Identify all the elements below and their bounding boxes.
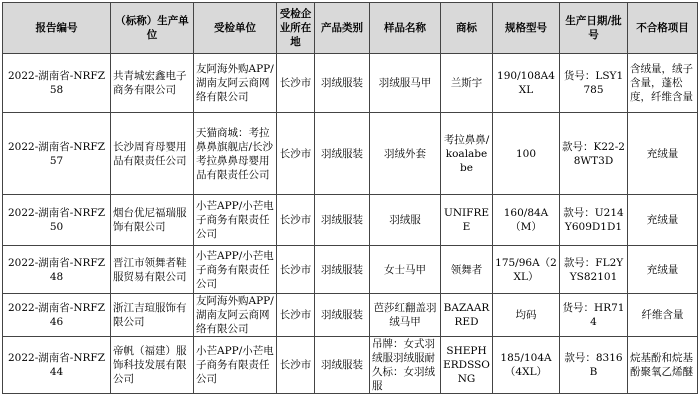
cell-date-batch: 款号：8316B	[560, 337, 628, 394]
table-row	[3, 337, 698, 394]
cell-category: 羽绒服装	[315, 337, 370, 394]
cell-sample-name: 羽绒服马甲	[370, 54, 441, 113]
header-sample-name: 样品名称	[370, 3, 441, 54]
cell-brand: 考拉鼻鼻/koalabebe	[441, 113, 493, 195]
cell-producer: 帝帆（福建）服饰科技发展有限公司	[111, 337, 194, 394]
cell-report-no: 2022-湖南省-NRFZ46	[3, 294, 111, 337]
cell-location: 长沙市	[277, 54, 315, 113]
cell-inspected-unit: 小芒APP/小芒电子商务有限责任公司	[194, 337, 277, 394]
cell-brand: 兰斯宇	[441, 54, 493, 113]
header-report-no: 报告编号	[3, 3, 111, 54]
cell-date-batch: 货号：LSY1785	[560, 54, 628, 113]
header-producer: （标称）生产单位	[111, 3, 194, 54]
cell-report-no: 2022-湖南省-NRFZ48	[3, 246, 111, 294]
cell-failed-items: 充绒量	[628, 113, 698, 195]
table-header-row	[3, 3, 698, 54]
cell-producer: 烟台优尼福瑞服饰有限公司	[111, 195, 194, 246]
table-row	[3, 246, 698, 294]
cell-spec: 100	[493, 113, 560, 195]
cell-failed-items: 充绒量	[628, 195, 698, 246]
cell-location: 长沙市	[277, 337, 315, 394]
cell-inspected-unit: 小芒APP/小芒电子商务有限责任公司	[194, 195, 277, 246]
cell-brand: SHEPHERDSSONG	[441, 337, 493, 394]
header-inspected-unit: 受检单位	[194, 3, 277, 54]
cell-spec: 均码	[493, 294, 560, 337]
cell-sample-name: 羽绒外套	[370, 113, 441, 195]
table-row	[3, 195, 698, 246]
cell-report-no: 2022-湖南省-NRFZ50	[3, 195, 111, 246]
cell-spec: 185/104A（4XL）	[493, 337, 560, 394]
cell-category: 羽绒服装	[315, 246, 370, 294]
cell-inspected-unit: 天猫商城：考拉鼻鼻旗舰店/长沙考拉鼻鼻母婴用品有限责任公司	[194, 113, 277, 195]
cell-spec: 190/108A4XL	[493, 54, 560, 113]
cell-date-batch: 货号：HR714	[560, 294, 628, 337]
cell-producer: 共青城宏鑫电子商务有限公司	[111, 54, 194, 113]
cell-sample-name: 羽绒服	[370, 195, 441, 246]
cell-producer: 长沙周育母婴用品有限责任公司	[111, 113, 194, 195]
cell-failed-items: 烷基酚和烷基酚聚氧乙烯醚	[628, 337, 698, 394]
cell-spec: 160/84A（M）	[493, 195, 560, 246]
cell-spec: 175/96A（2XL）	[493, 246, 560, 294]
header-spec: 规格型号	[493, 3, 560, 54]
cell-sample-name: 芭莎红翻盖羽绒马甲	[370, 294, 441, 337]
header-date-batch: 生产日期/批号	[560, 3, 628, 54]
cell-producer: 晋江市领舞者鞋服贸易有限公司	[111, 246, 194, 294]
header-location: 受检企业所在地	[277, 3, 315, 54]
cell-report-no: 2022-湖南省-NRFZ58	[3, 54, 111, 113]
header-brand: 商标	[441, 3, 493, 54]
table-row	[3, 54, 698, 113]
cell-brand: BAZAAR RED	[441, 294, 493, 337]
cell-inspected-unit: 友阿海外购APP/湖南友阿云商网络有限公司	[194, 54, 277, 113]
cell-sample-name: 吊牌：女式羽绒服羽绒服耐久标：女羽绒服	[370, 337, 441, 394]
cell-brand: 领舞者	[441, 246, 493, 294]
inspection-results-table-container	[2, 2, 698, 394]
table-row	[3, 294, 698, 337]
cell-category: 羽绒服装	[315, 294, 370, 337]
cell-date-batch: 款号：K22-28WT3D	[560, 113, 628, 195]
cell-sample-name: 女士马甲	[370, 246, 441, 294]
cell-location: 长沙市	[277, 113, 315, 195]
cell-inspected-unit: 小芒APP/小芒电子商务有限责任公司	[194, 246, 277, 294]
cell-date-batch: 款号：FL2YYS82101	[560, 246, 628, 294]
cell-category: 羽绒服装	[315, 113, 370, 195]
cell-category: 羽绒服装	[315, 195, 370, 246]
cell-producer: 浙江吉瑄服饰有限公司	[111, 294, 194, 337]
table-row	[3, 113, 698, 195]
cell-category: 羽绒服装	[315, 54, 370, 113]
cell-report-no: 2022-湖南省-NRFZ44	[3, 337, 111, 394]
cell-location: 长沙市	[277, 294, 315, 337]
header-category: 产品类别	[315, 3, 370, 54]
inspection-results-table	[2, 2, 698, 394]
header-failed-items: 不合格项目	[628, 3, 698, 54]
cell-location: 长沙市	[277, 246, 315, 294]
cell-failed-items: 充绒量	[628, 246, 698, 294]
cell-brand: UNIFREE	[441, 195, 493, 246]
cell-report-no: 2022-湖南省-NRFZ57	[3, 113, 111, 195]
cell-location: 长沙市	[277, 195, 315, 246]
cell-date-batch: 款号：U214Y609D1D1	[560, 195, 628, 246]
cell-inspected-unit: 友阿海外购APP/湖南友阿云商网络有限公司	[194, 294, 277, 337]
cell-failed-items: 含绒量，绒子含量，蓬松度，纤维含量	[628, 54, 698, 113]
cell-failed-items: 纤维含量	[628, 294, 698, 337]
